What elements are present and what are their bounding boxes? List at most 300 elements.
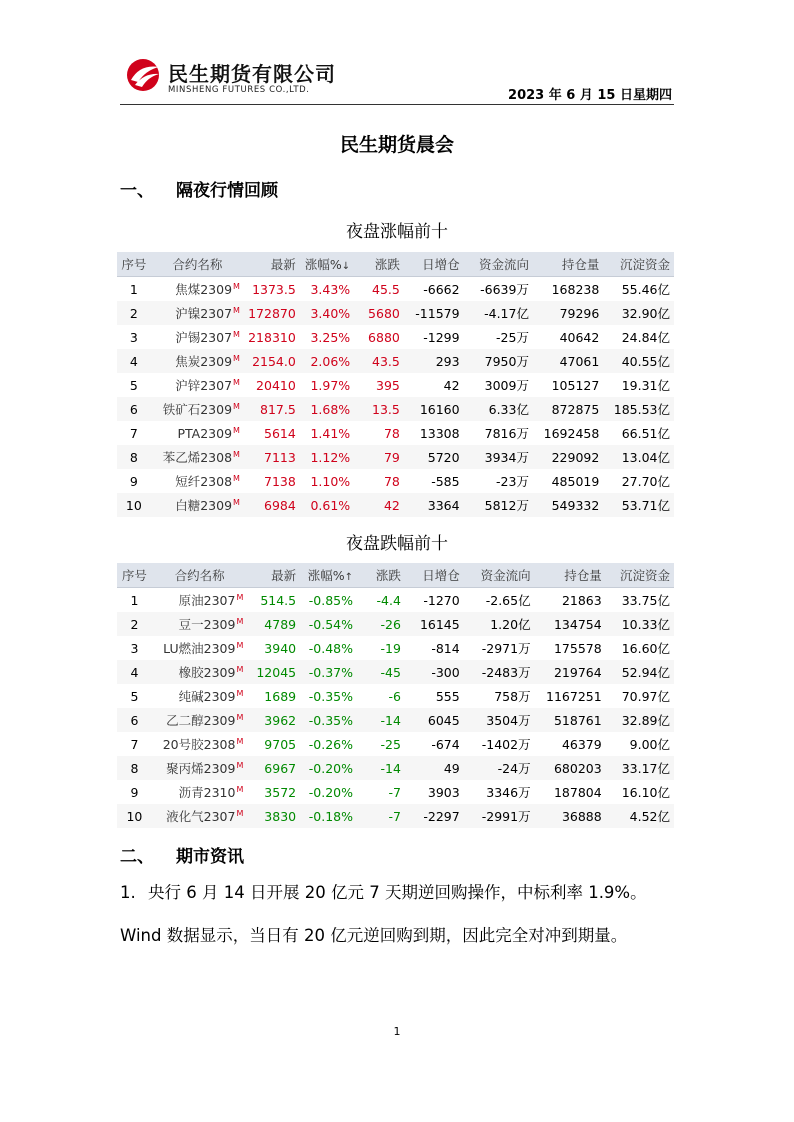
table-row [117,277,674,302]
cell-value: -24万 [497,761,531,776]
cell-value: 沥青2310 [178,785,236,800]
cell-oi_chg [404,469,464,493]
cell-value: 0.61% [310,497,351,513]
cell-oi_chg [405,636,464,660]
cell-value: 铁矿石2309 [162,402,233,417]
cell-chg [357,612,405,636]
column-header-label: 涨跌 [374,257,400,272]
cell-no [117,277,151,302]
cell-chg [357,780,405,804]
cell-oi_chg [405,612,464,636]
cell-oi_chg [405,804,464,828]
cell-pct [300,397,354,421]
cell-value: 5680 [368,305,400,321]
cell-value: 焦煤2309 [175,282,233,297]
news-text: 央行 6 月 14 日开展 20 亿元 7 天期逆回购操作，中标利率 1.9%。Wind 数据显示，当日有 20 亿元逆回购到期，因此完全对冲到期量。 [120,883,647,945]
cell-flow [464,804,535,828]
column-header-pct [300,252,354,277]
company-name-en: MINSHENG FUTURES CO.,LTD. [168,85,310,95]
table-row [117,684,674,708]
cell-chg [354,373,404,397]
cell-value: 43.5 [372,353,400,369]
cell-last [244,421,300,445]
cell-value: 7 [130,736,139,752]
sort-asc-icon: ↑ [344,572,354,583]
cell-cap [603,349,674,373]
cell-oi [533,397,603,421]
cell-value: 4 [130,664,139,680]
cell-value: 27.70亿 [621,474,670,489]
column-header-label: 最新 [270,257,296,272]
cell-value: 橡胶2309 [178,665,236,680]
cell-value: 6967 [264,760,297,776]
cell-value: 5 [130,688,139,704]
cell-value: 3940 [264,640,297,656]
cell-value: 45.5 [372,281,400,297]
main-contract-mark-icon: M [233,498,240,507]
cell-value: 20号胶2308 [162,737,236,752]
table-row [117,612,674,636]
cell-value: 3364 [427,497,460,513]
cell-oi [535,660,606,684]
cell-last [247,708,300,732]
cell-value: 19.31亿 [621,378,670,393]
cell-oi_chg [405,732,464,756]
cell-value: 872875 [551,401,600,417]
cell-value: 5812万 [484,498,529,513]
cell-last [247,612,300,636]
company-name-cn: 民生期货有限公司 [168,62,336,86]
column-header-pct [300,563,357,588]
main-contract-mark-icon: M [233,330,240,339]
cell-cap [606,612,674,636]
cell-value: 13.04亿 [621,450,670,465]
cell-last [247,732,300,756]
cell-oi_chg [405,660,464,684]
cell-name [152,636,248,660]
cell-name [151,469,244,493]
cell-pct [300,780,357,804]
cell-value: 沪锡2307 [175,330,233,345]
cell-oi [535,756,606,780]
cell-value: -14 [380,712,401,728]
column-header-label: 资金流向 [480,568,531,583]
cell-value: 1689 [264,688,297,704]
cell-value: -0.20% [308,760,354,776]
cell-value: 原油2307 [178,593,236,608]
cell-chg [357,636,405,660]
cell-no [117,804,152,828]
page-header [120,52,674,105]
cell-value: 79 [383,449,400,465]
cell-cap [606,684,674,708]
cell-chg [357,708,405,732]
cell-last [244,373,300,397]
table-row [117,469,674,493]
cell-oi_chg [404,325,464,349]
cell-value: 3 [130,640,139,656]
column-header-label: 持仓量 [561,257,600,272]
cell-oi_chg [404,277,464,302]
cell-oi_chg [405,684,464,708]
cell-value: -585 [431,473,460,489]
cell-pct [300,373,354,397]
cell-value: 78 [383,425,400,441]
cell-oi [533,421,603,445]
cell-value: 3.43% [310,281,351,297]
cell-value: 185.53亿 [613,402,670,417]
cell-chg [357,588,405,613]
cell-value: -6 [388,688,401,704]
cell-value: 1167251 [546,688,602,704]
cell-last [247,756,300,780]
cell-oi [533,301,603,325]
cell-value: -23万 [496,474,529,489]
cell-value: 55.46亿 [621,282,670,297]
table-row [117,588,674,613]
column-header-label: 日增仓 [422,257,460,272]
cell-value: 1 [129,281,138,297]
cell-value: 2.06% [310,353,351,369]
cell-cap [603,301,674,325]
cell-value: 9705 [264,736,297,752]
cell-value: 514.5 [260,592,297,608]
cell-value: 4.52亿 [629,809,670,824]
cell-value: 105127 [551,377,600,393]
cell-value: -4.4 [376,592,401,608]
cell-value: 13.5 [372,401,400,417]
main-contract-mark-icon: M [233,378,240,387]
cell-value: -2483万 [481,665,531,680]
cell-cap [603,445,674,469]
cell-no [117,397,151,421]
cell-value: -0.54% [308,616,354,632]
cell-chg [354,277,404,302]
column-header-label: 涨幅% [307,568,345,583]
cell-flow [464,780,535,804]
cell-pct [300,493,354,517]
document-title: 民生期货晨会 [339,134,454,156]
cell-value: 1692458 [543,425,600,441]
cell-value: 187804 [553,784,602,800]
cell-pct [300,708,357,732]
main-contract-mark-icon: M [236,689,244,698]
cell-pct [300,588,357,613]
column-header-chg [354,252,404,277]
cell-value: 1.41% [310,425,351,441]
report-date: 2023 年 6 月 15 日星期四 [508,88,672,103]
cell-pct [300,636,357,660]
cell-value: 21863 [561,592,602,608]
cell-value: 7 [129,425,138,441]
cell-value: 12045 [256,664,297,680]
cell-value: 2 [130,616,139,632]
cell-value: 33.17亿 [621,761,670,776]
cell-cap [603,373,674,397]
cell-value: 168238 [551,281,600,297]
cell-chg [357,756,405,780]
cell-oi [535,804,606,828]
cell-no [117,756,152,780]
cell-value: 13308 [419,425,460,441]
cell-oi [533,325,603,349]
cell-value: 78 [383,473,400,489]
cell-value: 4 [129,353,138,369]
main-contract-mark-icon: M [233,282,240,291]
cell-value: -0.35% [308,688,354,704]
table-row [117,421,674,445]
cell-no [117,684,152,708]
cell-oi_chg [404,493,464,517]
cell-last [244,277,300,302]
cell-value: 白糖2309 [175,498,233,513]
cell-value: 纯碱2309 [178,689,236,704]
cell-value: 液化气2307 [166,809,236,824]
cell-value: 518761 [553,712,602,728]
cell-oi [533,373,603,397]
cell-value: -6639万 [480,282,529,297]
main-contract-mark-icon: M [233,474,240,483]
cell-value: 8 [129,449,138,465]
column-header-label: 最新 [271,568,297,583]
cell-value: 6 [130,712,139,728]
news-item [120,871,680,957]
cell-value: 3009万 [484,378,529,393]
main-contract-mark-icon: M [233,402,240,411]
cell-value: -0.20% [308,784,354,800]
cell-name [151,349,244,373]
cell-value: 293 [435,353,460,369]
table-row [117,349,674,373]
cell-value: 聚丙烯2309 [166,761,236,776]
cell-value: -2991万 [481,809,531,824]
cell-pct [300,445,354,469]
cell-value: 3934万 [484,450,529,465]
cell-no [117,588,152,613]
cell-flow [464,708,535,732]
cell-flow [464,301,533,325]
cell-value: 218310 [248,329,296,345]
cell-value: 7138 [264,473,296,489]
cell-oi [535,684,606,708]
cell-last [247,684,300,708]
cell-flow [464,684,535,708]
cell-value: 7113 [264,449,296,465]
column-header-label: 沉淀资金 [619,257,670,272]
cell-pct [300,612,357,636]
cell-name [151,325,244,349]
cell-last [244,493,300,517]
cell-value: 6.33亿 [488,402,529,417]
cell-value: 549332 [551,497,600,513]
cell-name [152,660,248,684]
cell-value: -0.48% [308,640,354,656]
cell-chg [354,301,404,325]
cell-oi_chg [405,756,464,780]
column-header-oi_chg [404,252,464,277]
cell-oi_chg [404,349,464,373]
cell-value: 苯乙烯2308 [162,450,233,465]
cell-flow [464,469,533,493]
cell-name [151,277,244,302]
cell-value: 16.10亿 [621,785,670,800]
cell-value: 24.84亿 [621,330,670,345]
cell-pct [300,469,354,493]
cell-oi [535,636,606,660]
cell-flow [464,349,533,373]
cell-value: 6045 [427,712,460,728]
cell-value: 3.25% [310,329,351,345]
column-header-cap [603,252,674,277]
cell-value: 1373.5 [252,281,296,297]
cell-cap [603,397,674,421]
cell-name [152,708,248,732]
cell-no [117,493,151,517]
cell-last [247,588,300,613]
cell-value: 758万 [494,689,531,704]
cell-value: 8 [130,760,139,776]
cell-value: 53.71亿 [621,498,670,513]
cell-cap [606,756,674,780]
column-header-label: 序号 [121,257,147,272]
main-contract-mark-icon: M [236,713,244,722]
cell-last [244,445,300,469]
cell-value: 6 [129,401,138,417]
cell-value: 3572 [264,784,297,800]
cell-pct [300,277,354,302]
cell-no [117,708,152,732]
cell-flow [464,756,535,780]
column-header-label: 涨跌 [375,568,401,583]
cell-value: PTA2309 [177,425,233,441]
cell-value: 1.20亿 [490,617,531,632]
column-header-label: 合约名称 [174,568,225,583]
cell-value: 52.94亿 [621,665,670,680]
cell-flow [464,732,535,756]
section-number: 二、 [120,847,154,867]
cell-cap [603,325,674,349]
column-header-label: 沉淀资金 [619,568,670,583]
cell-value: 乙二醇2309 [166,713,236,728]
cell-pct [300,325,354,349]
cell-no [117,469,151,493]
cell-pct [300,660,357,684]
table-row [117,660,674,684]
cell-pct [300,301,354,325]
cell-oi_chg [405,588,464,613]
cell-value: 7950万 [484,354,529,369]
cell-name [152,756,248,780]
cell-chg [354,445,404,469]
cell-value: 9 [129,473,138,489]
cell-chg [354,397,404,421]
cell-value: -0.85% [308,592,354,608]
cell-value: -2971万 [481,641,531,656]
cell-value: 680203 [553,760,602,776]
cell-value: -0.26% [308,736,354,752]
cell-cap [603,469,674,493]
cell-oi_chg [404,301,464,325]
cell-name [152,732,248,756]
cell-name [152,612,248,636]
cell-last [247,660,300,684]
cell-chg [354,349,404,373]
cell-cap [606,708,674,732]
cell-cap [606,636,674,660]
cell-value: 42 [383,497,400,513]
table-header-row [117,252,674,277]
cell-flow [464,373,533,397]
cell-value: 172870 [248,305,296,321]
cell-value: -1270 [423,592,460,608]
cell-flow [464,588,535,613]
cell-no [117,612,152,636]
cell-cap [603,493,674,517]
cell-last [247,804,300,828]
cell-no [117,780,152,804]
cell-name [152,804,248,828]
cell-name [152,684,248,708]
cell-oi [535,588,606,613]
cell-value: -2297 [423,808,460,824]
cell-value: -2.65亿 [485,593,531,608]
cell-chg [357,660,405,684]
cell-value: 3.40% [310,305,351,321]
cell-oi [533,277,603,302]
section-number: 一、 [120,181,154,201]
column-header-label: 日增仓 [422,568,460,583]
table-row [117,708,674,732]
cell-value: 219764 [553,664,602,680]
cell-value: -45 [380,664,401,680]
minsheng-logo-icon [126,58,162,92]
cell-chg [357,684,405,708]
cell-value: 1.97% [310,377,351,393]
cell-oi_chg [405,708,464,732]
cell-name [151,445,244,469]
cell-value: 10 [125,497,142,513]
cell-no [117,445,151,469]
cell-value: -7 [388,808,401,824]
cell-last [244,397,300,421]
column-header-label: 涨幅% [304,257,342,272]
cell-cap [606,780,674,804]
cell-chg [354,325,404,349]
table-row [117,804,674,828]
cell-value: -1299 [423,329,460,345]
column-header-last [244,252,300,277]
cell-value: -19 [380,640,401,656]
cell-pct [300,732,357,756]
cell-value: 5720 [427,449,460,465]
cell-value: 1.10% [310,473,351,489]
cell-value: 229092 [551,449,600,465]
sort-desc-icon: ↓ [341,261,351,272]
column-header-no [117,563,152,588]
cell-value: 79296 [559,305,600,321]
table-row [117,373,674,397]
cell-value: 395 [376,377,400,393]
main-contract-mark-icon: M [236,617,244,626]
cell-value: 40.55亿 [621,354,670,369]
cell-value: 3830 [264,808,297,824]
table-row [117,493,674,517]
cell-flow [464,277,533,302]
cell-pct [300,756,357,780]
gainers-table-title: 夜盘涨幅前十 [346,222,448,242]
cell-value: -7 [388,784,401,800]
cell-value: 3504万 [486,713,531,728]
